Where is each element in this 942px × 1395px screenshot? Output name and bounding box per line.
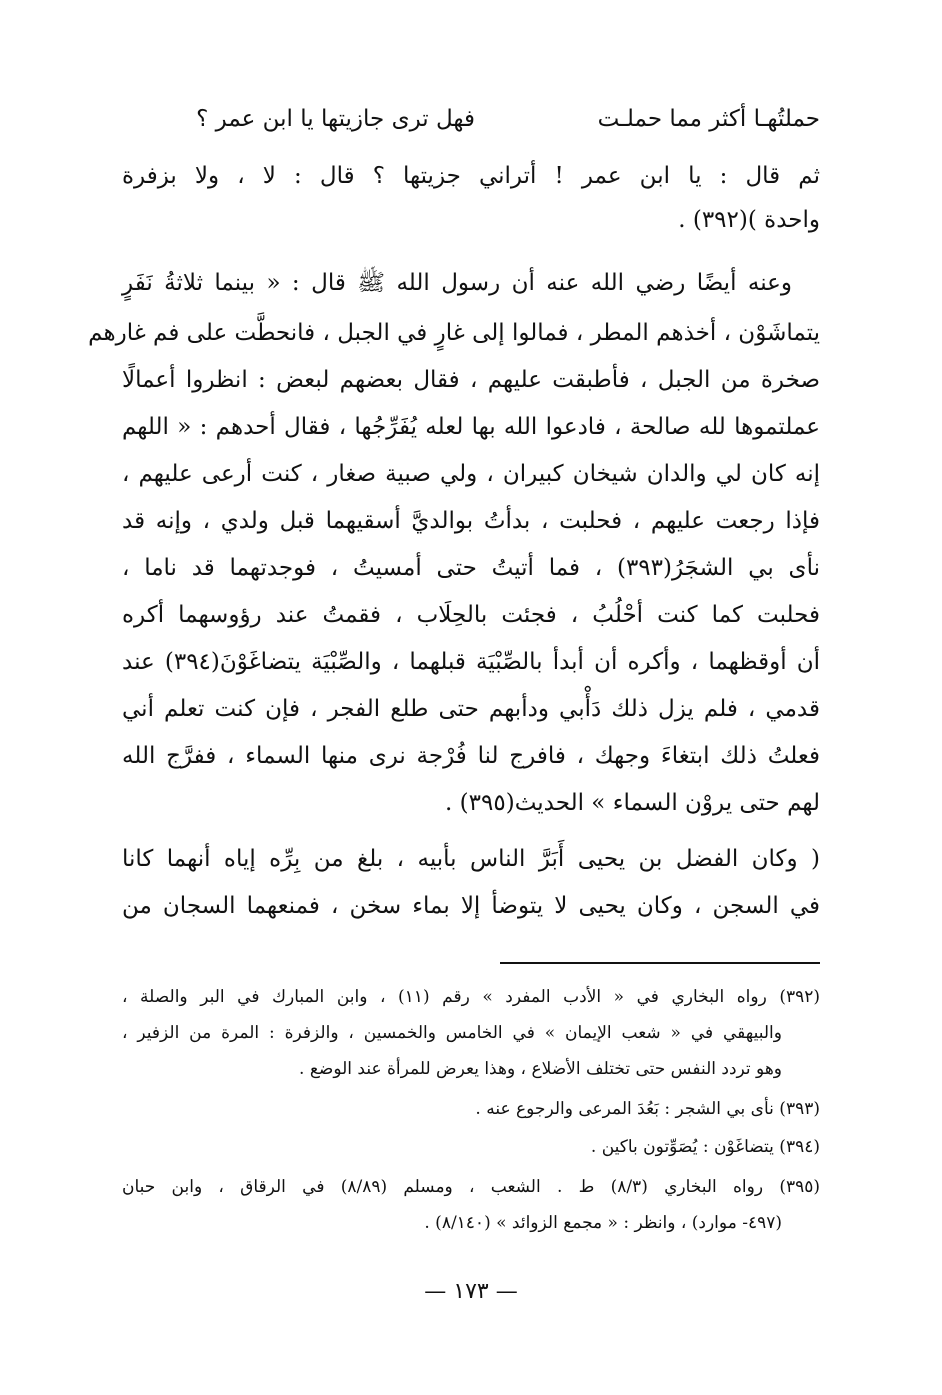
footnote-394: (٣٩٤) يتضاغَوْن : يُصَوِّتون باكين .	[590, 1137, 820, 1157]
body-line: عملتموها لله صالحة ، فادعوا الله بها لعله يُفَرِّجُها ، فقال أحدهم : « اللهم	[122, 414, 820, 440]
poem-hemistich-second: فهل ترى جازيتها يا ابن عمر ؟	[196, 106, 475, 132]
footnote-392: (٣٩٢) رواه البخاري في « الأدب المفرد » رقم (١١) ، وابن المبارك في البر والصلة ،	[122, 987, 821, 1007]
body-line: لهم حتى يروْن السماء » الحديث(٣٩٥) .	[445, 790, 820, 816]
body-line: في السجن ، وكان يحيى لا يتوضأ إلا بماء سخن ، فمنعهما السجان من	[122, 893, 820, 919]
body-line: يتماشَوْن ، أخذهم المطر ، فمالوا إلى غارٍ في الجبل ، فانحطَّت على فم غارهم	[88, 320, 820, 346]
body-line: إنه كان لي والدان شيخان كبيران ، ولي صبية صغار ، كنت أرعى عليهم ،	[122, 461, 820, 487]
body-line: فإذا رجعت عليهم ، فحلبت ، بدأتُ بوالديَّ أسقيهما قبل ولدي ، وإنه قد	[122, 508, 820, 534]
poem-verse	[122, 96, 820, 142]
poem-hemistich-first: حملتُهـا أكثر مما حملـت	[597, 106, 820, 132]
footnote-395-continuation: (٤٩٧- موارد) ، وانظر : « مجمع الزوائد » (٨/١٤٠) .	[424, 1213, 782, 1233]
footnote-separator	[500, 962, 820, 964]
body-line: وعنه أيضًا رضي الله عنه أن رسول الله ﷺ قال : « بينما ثلاثةُ نَفَرٍ	[122, 270, 792, 296]
page-number: — ١٧٣ —	[424, 1279, 518, 1304]
body-line: فعلتُ ذلك ابتغاءَ وجهك ، فافرج لنا فُرْجة نرى منها السماء ، ففرَّج الله	[122, 743, 820, 769]
footnote-392-continuation: والبيهقي في « شعب الإيمان » في الخامس والخمسين ، والزفرة : المرة من الزفير ،	[122, 1023, 782, 1043]
footnote-395: (٣٩٥) رواه البخاري (٨/٣) ط . الشعب ، ومسلم (٨/٨٩) في الرقاق ، وابن حبان	[122, 1177, 821, 1197]
body-line: ( وكان الفضل بن يحيى أَبَرَّ الناس بأبيه ، بلغ من بِرِّه إياه أنهما كانا	[122, 846, 820, 872]
body-line: أن أوقظهما ، وأكره أن أبدأ بالصِّبْيَة قبلهما ، والصِّبْيَة يتضاغَوْنَ(٣٩٤) عند	[122, 649, 820, 675]
body-line: نأى بي الشجَرُ(٣٩٣) ، فما أتيتُ حتى أمسيتُ ، فوجدتهما قد ناما ،	[122, 555, 820, 581]
footnote-392-continuation: وهو تردد النفس حتى تختلف الأضلاع ، وهذا يعرض للمرأة عند الوضع .	[299, 1059, 782, 1079]
body-line: صخرة من الجبل ، فأطبقت عليهم ، فقال بعضهم لبعض : انظروا أعمالًا	[122, 367, 820, 393]
body-line: واحدة )(٣٩٢) .	[678, 207, 820, 233]
footnote-393: (٣٩٣) نأى بي الشجر : بَعُدَ المرعى والرجوع عنه .	[475, 1099, 820, 1119]
body-line: قدمي ، فلم يزل ذلك دَأْبي ودأبهم حتى طلع الفجر ، فإن كنت تعلم أني	[122, 696, 820, 722]
body-line: ثم قال : يا ابن عمر ! أتراني جزيتها ؟ قال : لا ، ولا بزفرة	[122, 163, 820, 189]
body-line: فحلبت كما كنت أحْلُبُ ، فجئت بالحِلَاب ، فقمتُ عند رؤوسهما أكره	[122, 602, 820, 628]
